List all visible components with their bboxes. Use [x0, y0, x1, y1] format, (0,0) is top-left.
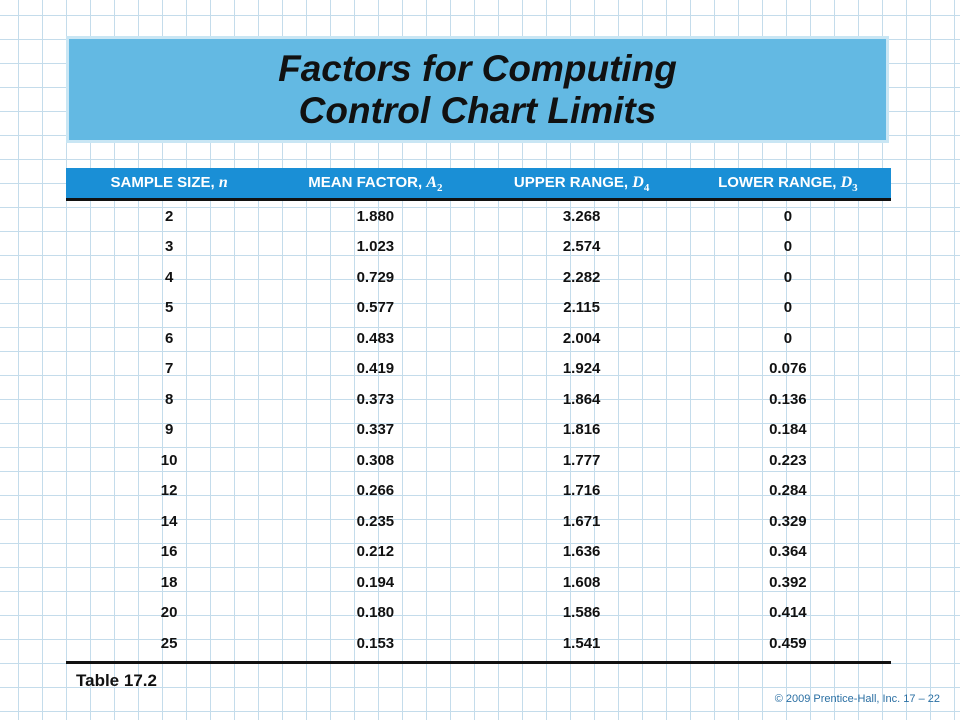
- header-mean-factor-subscript: 2: [436, 182, 443, 194]
- mean-factor-cell: 1.880: [356, 207, 395, 225]
- upper-range-cell: 1.608: [562, 573, 601, 591]
- table-row: [66, 537, 891, 568]
- upper-range-cell: 1.586: [562, 604, 601, 622]
- page-title-line-1: Factors for Computing: [278, 47, 677, 89]
- mean-factor-cell: 0.212: [356, 543, 395, 561]
- upper-range-cell: 1.816: [562, 421, 601, 439]
- lower-range-cell: 0.414: [769, 604, 807, 622]
- table-row: [66, 354, 891, 385]
- sample-size-cell: 6: [164, 329, 174, 347]
- lower-range-cell: 0.392: [769, 573, 807, 591]
- lower-range-cell: 0.184: [769, 421, 807, 439]
- lower-range-cell: 0: [783, 238, 793, 256]
- mean-factor-cell: 0.266: [356, 482, 395, 500]
- header-mean-factor: [272, 168, 478, 198]
- upper-range-cell: 1.864: [562, 390, 601, 408]
- sample-size-cell: 20: [160, 604, 178, 622]
- header-lower-range: [685, 168, 891, 198]
- upper-range-cell: 2.115: [563, 299, 600, 317]
- header-sample-size-label: SAMPLE SIZE,: [110, 174, 219, 191]
- table-row: [66, 384, 891, 415]
- table-body: [66, 201, 891, 664]
- mean-factor-cell: 0.577: [356, 299, 395, 317]
- header-sample-size: [66, 168, 272, 198]
- upper-range-cell: 2.574: [562, 238, 601, 256]
- lower-range-cell: 0: [783, 207, 793, 225]
- table-caption: Table 17.2: [76, 671, 157, 690]
- mean-factor-cell: 0.308: [356, 451, 395, 469]
- upper-range-cell: 1.924: [562, 360, 601, 378]
- sample-size-cell: 7: [164, 360, 174, 378]
- mean-factor-cell: 0.194: [356, 573, 395, 591]
- upper-range-cell: 1.777: [562, 451, 601, 469]
- table-row: [66, 201, 891, 232]
- header-lower-range-subscript: 3: [852, 182, 858, 194]
- header-mean-factor-label: MEAN FACTOR,: [308, 174, 427, 191]
- lower-range-cell: 0.076: [769, 360, 807, 378]
- upper-range-cell: 1.636: [562, 543, 601, 561]
- lower-range-cell: 0: [783, 329, 793, 347]
- lower-range-cell: 0.329: [769, 512, 807, 530]
- page-title-line-2: Control Chart Limits: [298, 89, 657, 131]
- table-header: [66, 168, 891, 201]
- table-row: [66, 262, 891, 293]
- sample-size-cell: 9: [164, 421, 174, 439]
- upper-range-cell: 2.282: [562, 268, 601, 286]
- lower-range-cell: 0: [783, 268, 793, 286]
- table-row: [66, 506, 891, 537]
- sample-size-cell: 3: [164, 238, 174, 256]
- mean-factor-cell: 0.337: [356, 421, 395, 439]
- header-upper-range-subscript: 4: [643, 182, 650, 194]
- sample-size-cell: 4: [164, 268, 174, 286]
- table-row: [66, 598, 891, 629]
- table-row: [66, 293, 891, 324]
- lower-range-cell: 0.223: [769, 451, 807, 469]
- mean-factor-cell: 0.153: [356, 634, 395, 652]
- header-upper-range: [479, 168, 685, 198]
- title-box: [66, 36, 889, 143]
- table-row: [66, 567, 891, 598]
- header-sample-size-symbol: n: [218, 174, 228, 191]
- mean-factor-cell: 1.023: [356, 238, 395, 256]
- sample-size-cell: 18: [160, 573, 178, 591]
- header-mean-factor-symbol: A: [426, 174, 437, 191]
- sample-size-cell: 2: [164, 207, 174, 225]
- header-upper-range-symbol: D: [632, 174, 644, 191]
- sample-size-cell: 12: [160, 482, 178, 500]
- table-row: [66, 323, 891, 354]
- mean-factor-cell: 0.180: [356, 604, 395, 622]
- lower-range-cell: 0.136: [769, 390, 807, 408]
- sample-size-cell: 16: [160, 543, 178, 561]
- upper-range-cell: 1.716: [562, 482, 601, 500]
- sample-size-cell: 8: [164, 390, 174, 408]
- table-row: [66, 232, 891, 263]
- copyright-footer: © 2009 Prentice-Hall, Inc. 17 – 22: [774, 693, 940, 705]
- sample-size-cell: 10: [160, 451, 178, 469]
- upper-range-cell: 2.004: [562, 329, 601, 347]
- lower-range-cell: 0.284: [769, 482, 807, 500]
- upper-range-cell: 1.541: [562, 634, 601, 652]
- sample-size-cell: 25: [160, 634, 178, 652]
- mean-factor-cell: 0.729: [356, 268, 395, 286]
- upper-range-cell: 1.671: [562, 512, 601, 530]
- sample-size-cell: 5: [164, 299, 174, 317]
- header-upper-range-label: UPPER RANGE,: [513, 174, 633, 191]
- table-row: [66, 628, 891, 659]
- header-lower-range-label: LOWER RANGE,: [718, 174, 841, 191]
- mean-factor-cell: 0.235: [356, 512, 395, 530]
- table-row: [66, 445, 891, 476]
- upper-range-cell: 3.268: [562, 207, 601, 225]
- lower-range-cell: 0: [783, 299, 793, 317]
- lower-range-cell: 0.459: [769, 634, 807, 652]
- mean-factor-cell: 0.419: [356, 360, 395, 378]
- sample-size-cell: 14: [160, 512, 178, 530]
- table-row: [66, 476, 891, 507]
- header-lower-range-symbol: D: [840, 174, 853, 191]
- lower-range-cell: 0.364: [769, 543, 807, 561]
- mean-factor-cell: 0.373: [356, 390, 395, 408]
- table-row: [66, 415, 891, 446]
- mean-factor-cell: 0.483: [356, 329, 395, 347]
